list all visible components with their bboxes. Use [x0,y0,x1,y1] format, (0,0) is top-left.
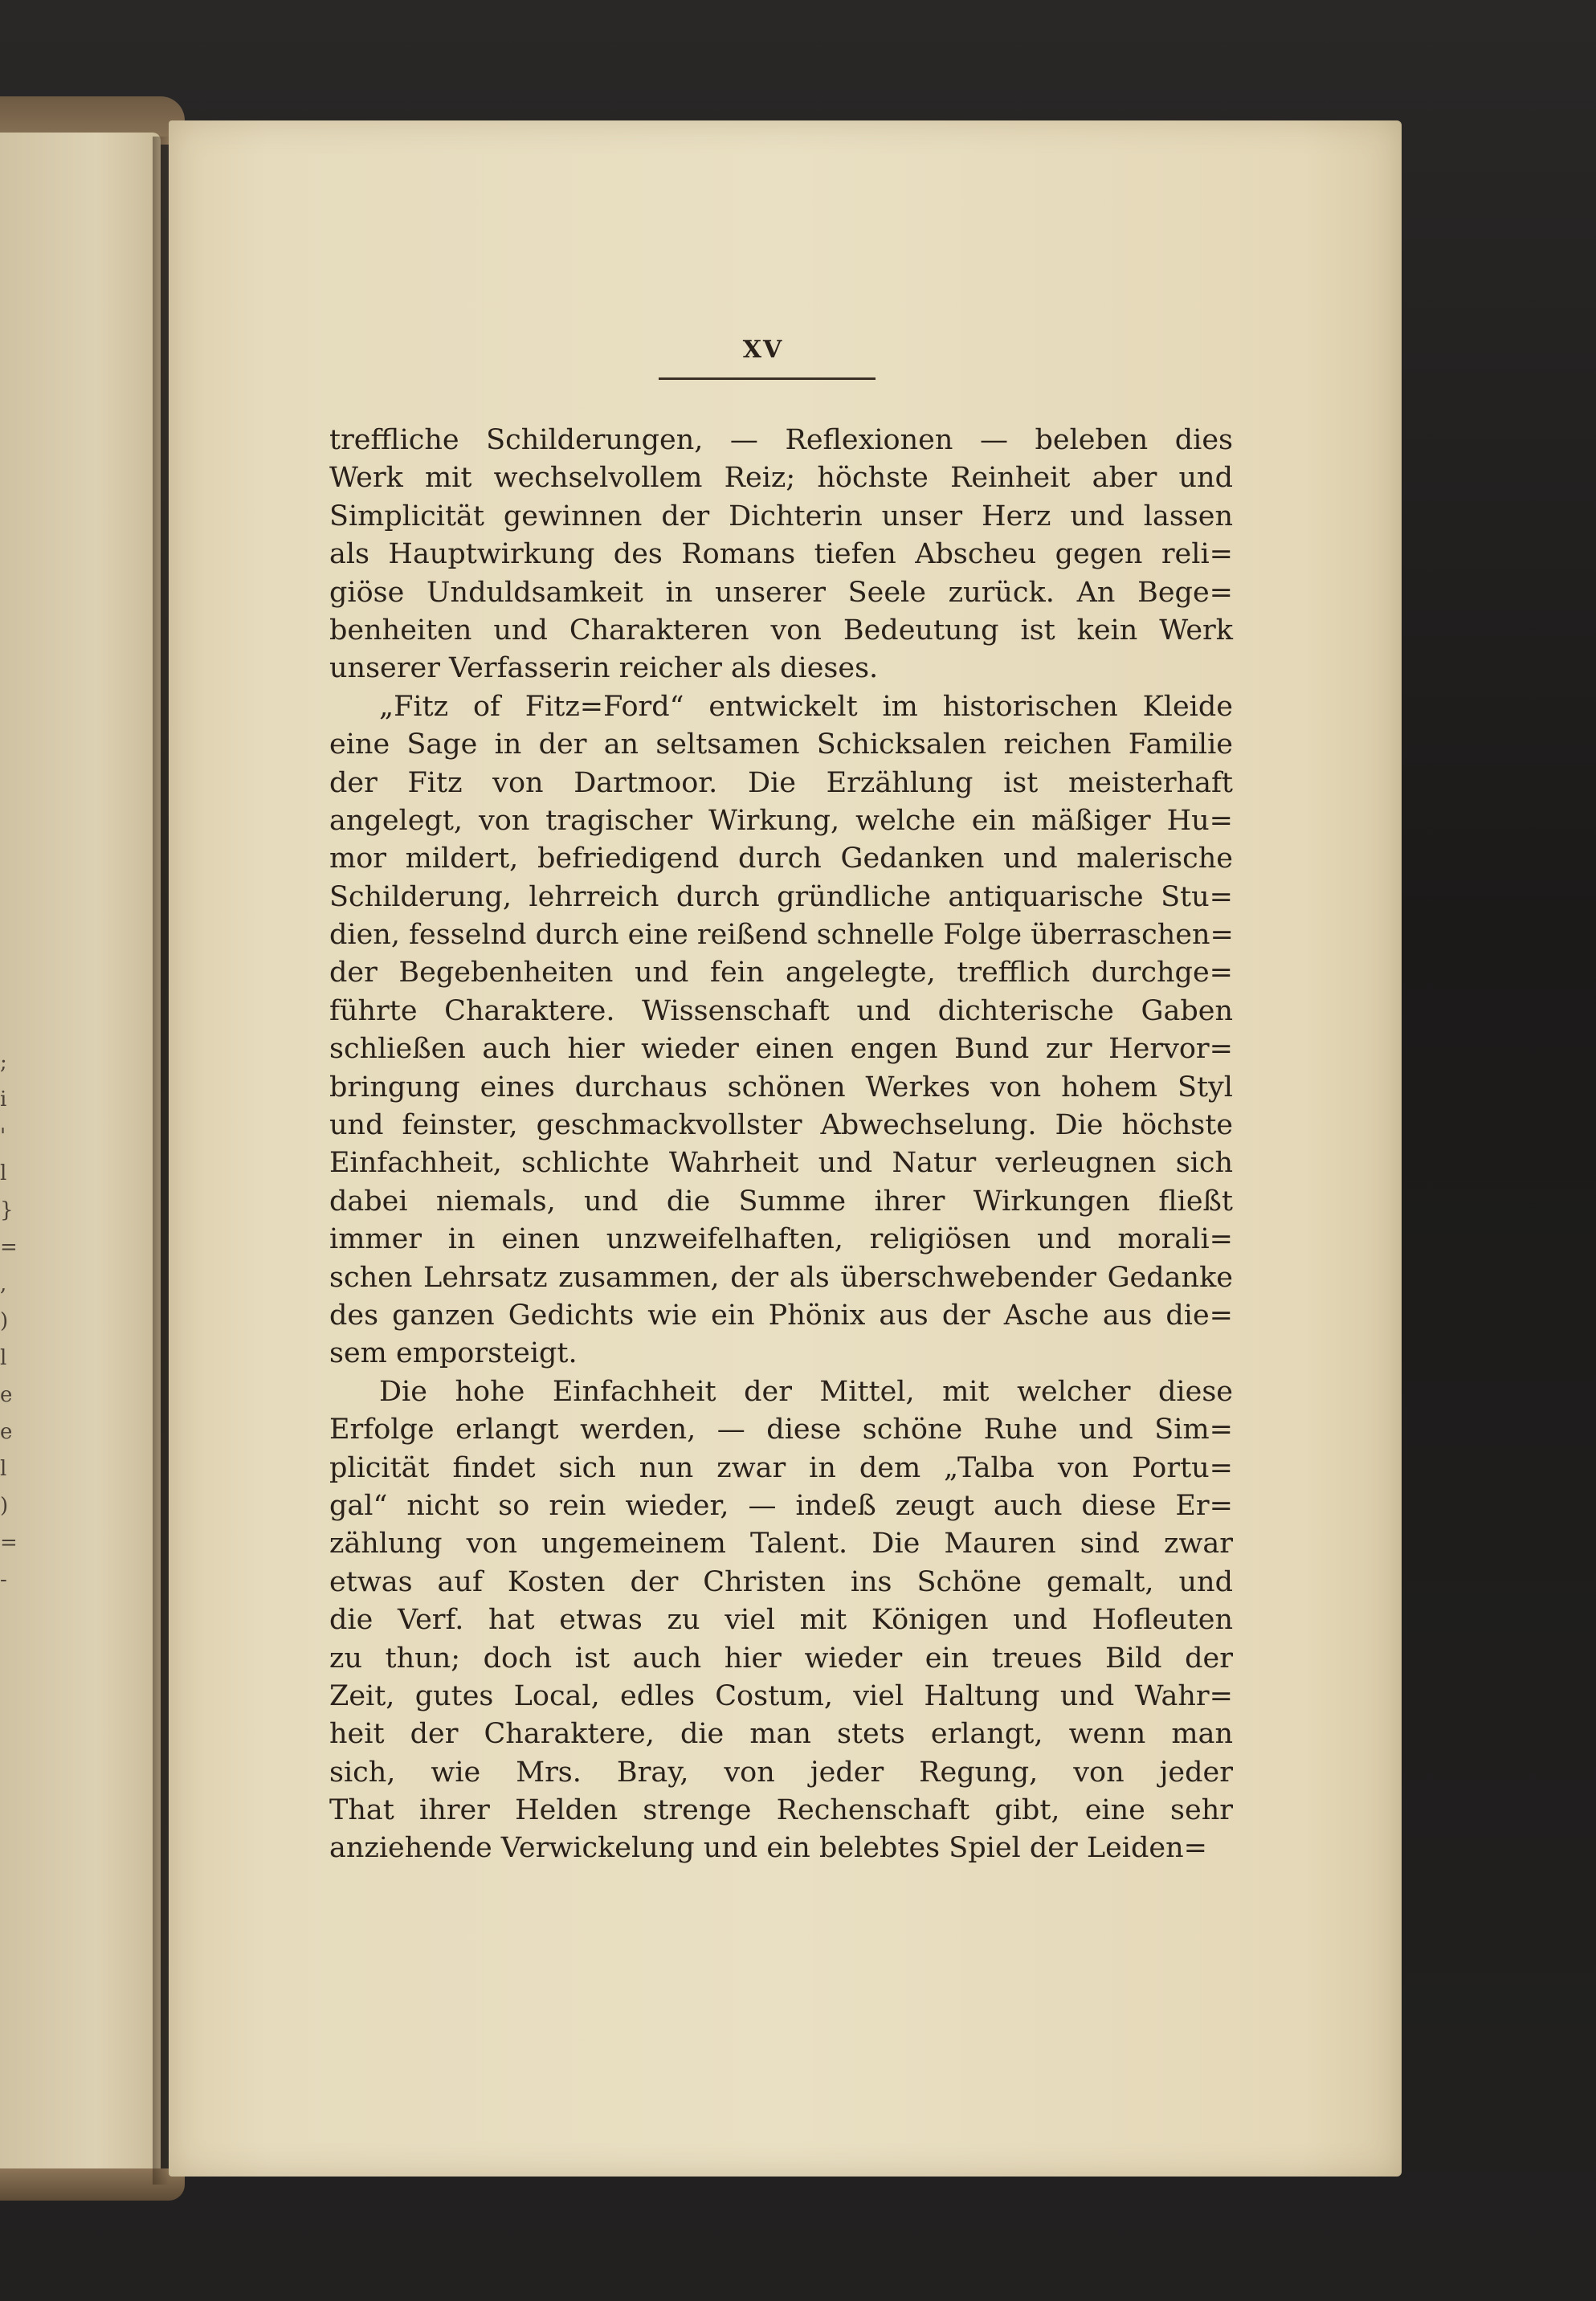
margin-mark: = [0,1235,18,1259]
text-line: anziehende Verwickelung und ein belebtes Spiel der Leiden= [329,1832,1207,1865]
facing-page [0,133,161,2189]
margin-mark: i [0,1087,7,1112]
text-line: bringung eines durchaus schönen Werkes von hohem Styl [329,1071,1233,1104]
margin-mark: l [0,1457,7,1481]
margin-mark: e [0,1383,13,1407]
text-line: mor mildert, befriedigend durch Gedanken und malerische [329,842,1233,875]
text-line: zu thun; doch ist auch hier wieder ein treues Bild der [329,1642,1233,1675]
facing-page-margin-marks [0,1044,18,1928]
text-line: dien, fesselnd durch eine reißend schnelle Folge überraschen= [329,919,1234,952]
margin-mark: ' [0,1124,6,1148]
margin-mark: - [0,1568,7,1592]
text-line: treffliche Schilderungen, — Reflexionen — beleben dies [329,424,1233,456]
text-line: zählung von ungemeinem Talent. Die Mauren sind zwar [329,1528,1233,1561]
margin-mark: , [0,1272,7,1296]
text-line: etwas auf Kosten der Christen ins Schöne gemalt, und [329,1565,1233,1598]
text-line: That ihrer Helden strenge Rechenschaft gibt, eine sehr [329,1794,1233,1827]
text-line: Schilderung, lehrreich durch gründliche antiquarische Stu= [329,880,1233,913]
text-line: eine Sage in der an seltsamen Schicksalen reichen Familie [329,728,1233,761]
text-line: und feinster, geschmackvollster Abwechselung. Die höchste [329,1109,1233,1142]
text-line: angelegt, von tragischer Wirkung, welche ein mäßiger Hu= [329,804,1233,837]
text-line: Erfolge erlangt werden, — diese schöne Ruhe und Sim= [329,1414,1233,1446]
text-line: Simplicität gewinnen der Dichterin unser Herz und lassen [329,500,1233,532]
text-line: der Fitz von Dartmoor. Die Erzählung ist meisterhaft [329,766,1233,799]
text-line: schen Lehrsatz zusammen, der als überschwebender Gedanke [329,1261,1233,1294]
margin-mark: l [0,1161,7,1185]
margin-mark: e [0,1420,13,1444]
paragraph [329,688,1233,1373]
text-line: führte Charaktere. Wissenschaft und dichterische Gaben [329,994,1233,1027]
text-line: heit der Charaktere, die man stets erlangt, wenn man [329,1718,1233,1751]
text-line: Die hohe Einfachheit der Mittel, mit welcher diese [379,1375,1233,1408]
body-text [329,422,1233,1868]
text-line: unserer Verfasserin reicher als dieses. [329,652,879,685]
text-line: Einfachheit, schlichte Wahrheit und Natur verleugnen sich [329,1147,1233,1180]
text-line: sich, wie Mrs. Bray, von jeder Regung, von jeder [329,1756,1233,1789]
text-line: immer in einen unzweifelhaften, religiösen und morali= [329,1223,1233,1256]
text-line: Zeit, gutes Local, edles Costum, viel Haltung und Wahr= [329,1679,1233,1712]
text-line: Werk mit wechselvollem Reiz; höchste Reinheit aber und [329,462,1233,495]
text-line: die Verf. hat etwas zu viel mit Königen und Hofleuten [329,1604,1233,1637]
page-number: XV [742,336,784,364]
text-line: sem emporsteigt. [329,1337,578,1370]
margin-mark: ) [0,1494,9,1518]
paragraph [329,1373,1233,1868]
text-line: des ganzen Gedichts wie ein Phönix aus der Asche aus die= [329,1299,1233,1332]
text-line: als Hauptwirkung des Romans tiefen Abscheu gegen reli= [329,538,1233,571]
margin-mark: l [0,1346,7,1370]
paragraph [329,422,1233,688]
text-line: benheiten und Charakteren von Bedeutung ist kein Werk [329,614,1233,647]
text-line: der Begebenheiten und fein angelegte, trefflich durchge= [329,957,1233,989]
text-line: dabei niemals, und die Summe ihrer Wirkungen fließt [329,1185,1233,1218]
text-line: schließen auch hier wieder einen engen Bund zur Hervor= [329,1033,1233,1066]
margin-mark: ; [0,1051,7,1075]
margin-mark: ) [0,1309,9,1333]
margin-mark: } [0,1198,14,1222]
margin-mark: = [0,1531,18,1555]
header-rule [659,377,876,380]
text-line: plicität findet sich nun zwar in dem „Talba von Portu= [329,1451,1233,1484]
text-line: giöse Unduldsamkeit in unserer Seele zurück. An Bege= [329,576,1233,609]
text-line: gal“ nicht so rein wieder, — indeß zeugt auch diese Er= [329,1489,1233,1522]
text-line: „Fitz of Fitz=Ford“ entwickelt im historischen Kleide [379,690,1233,723]
